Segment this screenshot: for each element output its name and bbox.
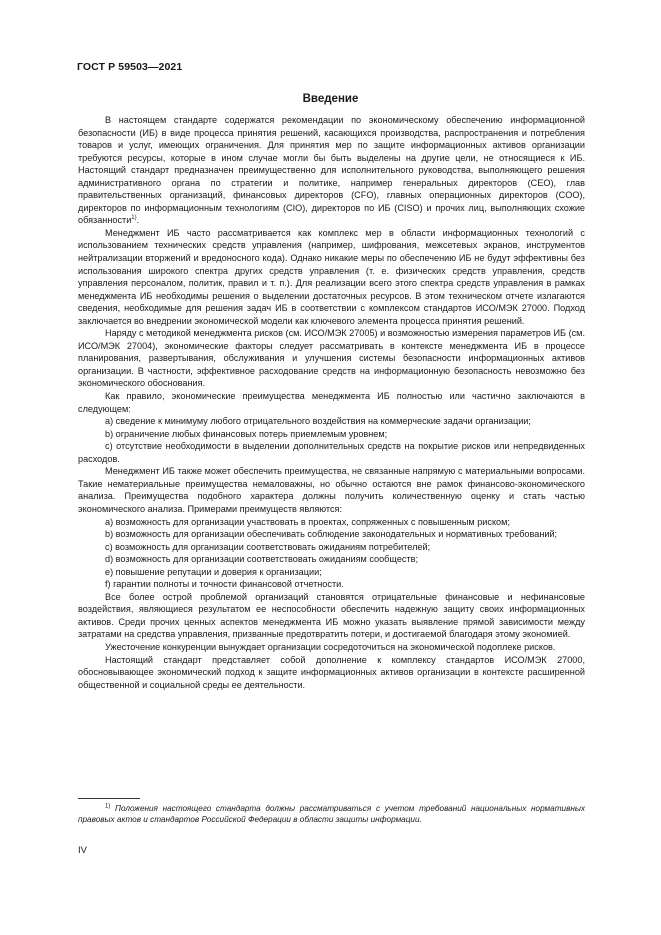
document-number: ГОСТ Р 59503—2021 (77, 61, 183, 73)
list-item: a) возможность для организации участвовать в проектах, сопряженных с повышенным риском; (105, 516, 510, 527)
list-item: c) отсутствие необходимости в выделении дополнительных средств на покрытие рисков или непредвиденных расходов. (78, 441, 585, 464)
list-item: f) гарантии полноты и точности финансовой отчетности. (105, 579, 344, 590)
page-title: Введение (302, 93, 359, 105)
paragraph: Менеджмент ИБ также может обеспечить преимущества, не связанные напрямую с материальными вопросами. Такие нематериальные преимущества немаловажны, но обычно остаются вне рамок финансово-экономического анализа. Преимущества подобного характера должны получить количественную оценку и стать частью экономического анализа. Примерами преимуществ являются: (78, 466, 585, 514)
page-number: IV (78, 845, 87, 856)
list-item: e) повышение репутации и доверия к организации; (105, 566, 322, 577)
footnote-separator (78, 798, 140, 799)
list-item: b) возможность для организации обеспечивать соблюдение законодательных и нормативных требований; (105, 529, 558, 540)
paragraph: В настоящем стандарте содержатся рекомендации по экономическому обеспечению информационной безопасности (ИБ) в виде процесса принятия решений, касающихся производства, распространения и потребления товаров и услуг, имеющих ограничения. Для принятия мер по защите информационных активов организации требуются ресурсы, которые в ином случае могли бы быть выделены на другие цели, не относящиеся к ИБ. Настоящий стандарт предназначен преимущественно для исполнительного руководства, выполняющего решения административного органа по стратегии и политике, например генеральных директоров (CEO), глав правительственных организаций, финансовых директоров (CFO), главных операционных директоров (COO), директоров по информационным технологиям (CIO), директоров по ИБ (CISO) и прочих лиц, выполняющих схожие обязанности$^{1)}$. (78, 115, 585, 226)
paragraph: Наряду с методикой менеджмента рисков (см. ИСО/МЭК 27005) и возможностью измерения параметров ИБ (см. ИСО/МЭК 27004), экономические факторы следует рассматривать в контексте менеджмента ИБ в процессе планирования, развертывания, обслуживания и улучшения системы безопасности информационных активов организации. В частности, эффективное расходование средств на информационную безопасность невозможно без экономического обоснования. (78, 328, 585, 389)
paragraph: Все более острой проблемой организаций становятся отрицательные финансовые и нефинансовые воздействия, являющиеся результатом ее неспособности обеспечить надежную защиту своих информационных активов. Среди прочих ценных аспектов менеджмента ИБ можно указать выявление прямой зависимости между затратами на средства управления, призванные предотвратить потери, и достигаемой благодаря этому экономией. (78, 591, 585, 640)
list-item: c) возможность для организации соответствовать ожиданиям потребителей; (105, 541, 431, 552)
paragraph: Менеджмент ИБ часто рассматривается как комплекс мер в области информационных технологий с использованием технических средств управления (например, шифрования, межсетевых экранов, инструментов нейтрализации вторжений и вредоносного кода). Однако никакие меры по обеспечению ИБ не будут эффективны без использования широкого спектра других средств управления (т. е. физических средств управления, средств управления персоналом, политик, правил и т. п.). Для реализации всего этого спектра средств управления в рамках менеджмента ИБ необходимы решения о выделении достаточных ресурсов. В этом техническом отчете излагаются сведения, необходимые для решения задач ИБ в соответствии с комплексом стандартов ИСО/МЭК 27000. Подход заключается во внедрении экономической модели как ключевого элемента процесса принятия решений. (78, 227, 585, 326)
list-item: b) ограничение любых финансовых потерь приемлемым уровнем; (105, 428, 388, 439)
paragraph: Как правило, экономические преимущества менеджмента ИБ полностью или частично заключаются в следующем: (78, 391, 585, 414)
paragraph: Настоящий стандарт представляет собой дополнение к комплексу стандартов ИСО/МЭК 27000, обосновывающее экономический подход к защите информационных активов организации в контексте расширенной общественной и социальной среды ее деятельности. (78, 654, 585, 690)
list-item: a) сведение к минимуму любого отрицательного воздействия на коммерческие задачи организации; (105, 416, 531, 427)
footnote: $^{1)}$ Положения настоящего стандарта должны рассматриваться с учетом требований национальных нормативных правовых актов и стандартов Российской Федерации в области защиты информации. (78, 803, 585, 825)
body-text (78, 114, 585, 691)
footnote-marker: 1) (105, 803, 111, 810)
list-item: d) возможность для организации соответствовать ожиданиям сообществ; (105, 554, 419, 565)
footnote-ref: 1) (131, 215, 137, 222)
paragraph: Ужесточение конкуренции вынуждает организации сосредоточиться на экономической подоплеке рисков. (105, 641, 556, 652)
